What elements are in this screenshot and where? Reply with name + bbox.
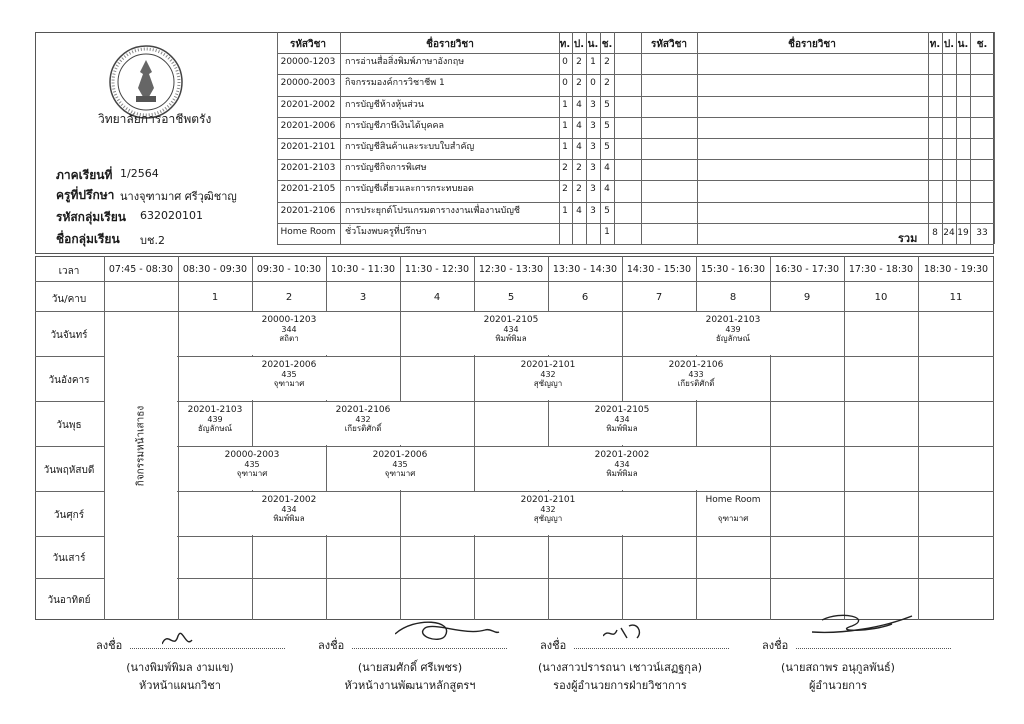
signature-label: ลงชื่อ — [96, 639, 123, 652]
schedule-block — [179, 312, 399, 355]
course-hours-t: 2 — [562, 184, 568, 194]
hours-p-header: ป. — [573, 39, 585, 50]
course-hours-t: 2 — [562, 163, 568, 173]
block-teacher: พิมพ์พิมล — [495, 334, 527, 343]
course-row-line — [277, 202, 994, 203]
day-label: วันพุธ — [56, 419, 82, 431]
total-n: 19 — [957, 228, 969, 238]
schedule-block — [179, 357, 399, 400]
schedule-col-line — [844, 256, 845, 620]
block-course-code: 20201-2101 — [520, 360, 576, 370]
block-teacher: พิมพ์พิมล — [273, 514, 305, 523]
day-label: วันอังคาร — [48, 374, 90, 386]
period-label: วัน/คาบ — [51, 294, 87, 305]
period-number: 2 — [285, 292, 293, 303]
course-code-header: รหัสวิชา — [289, 39, 327, 50]
course-col-line — [641, 32, 642, 244]
block-room: 432 — [540, 370, 556, 379]
time-slot: 07:45 - 08:30 — [108, 264, 174, 275]
course-name: กิจกรรมองค์การวิชาชีพ 1 — [345, 78, 445, 88]
course-col-line — [956, 32, 957, 244]
block-course-code: 20201-2103 — [187, 405, 243, 415]
course-code: 20201-2101 — [280, 142, 336, 152]
schedule-block-text — [179, 451, 325, 478]
block-course-code: 20201-2106 — [335, 405, 391, 415]
block-course-code: 20201-2101 — [520, 495, 576, 505]
schedule-col-line — [918, 256, 919, 620]
block-room: 435 — [392, 460, 408, 469]
course-hours-p: 4 — [576, 100, 582, 110]
course-code: 20201-2006 — [280, 121, 336, 131]
schedule-block-text — [179, 316, 399, 343]
course-hours-p: 4 — [576, 206, 582, 216]
course-row-line — [277, 244, 994, 245]
time-slot: 14:30 - 15:30 — [626, 264, 692, 275]
course-hours-t: 1 — [562, 100, 568, 110]
schedule-block — [549, 402, 695, 445]
course-name: การอ่านสื่อสิ่งพิมพ์ภาษาอังกฤษ — [345, 57, 465, 67]
schedule-block — [475, 447, 769, 490]
course-name: การประยุกต์โปรแกรมตารางงานเพื่องานบัญชี — [345, 206, 520, 216]
semester-value: 1/2564 — [120, 167, 159, 180]
course-hours-c: 1 — [604, 227, 610, 237]
group-name-label: ชื่อกลุ่มเรียน — [56, 232, 120, 246]
course-hours-p: 2 — [576, 78, 582, 88]
course-hours-t: 0 — [562, 57, 568, 67]
block-room: 439 — [725, 325, 741, 334]
course-code: 20201-2103 — [280, 163, 336, 173]
course-hours-c: 5 — [604, 121, 610, 131]
block-room: 435 — [244, 460, 260, 469]
period-number: 5 — [507, 292, 515, 303]
block-room: 432 — [540, 505, 556, 514]
block-course-code: 20201-2106 — [668, 360, 724, 370]
block-room: 434 — [614, 415, 630, 424]
course-hours-c: 5 — [604, 100, 610, 110]
signatory-name: (นางสาวปรารถนา เชาวน์เสฏฐกุล) — [538, 661, 702, 674]
course-hours-p: 2 — [576, 184, 582, 194]
course-name: การบัญชีห้างหุ้นส่วน — [345, 100, 424, 110]
block-course-code: 20000-1203 — [261, 315, 317, 325]
course-hours-n: 1 — [590, 57, 596, 67]
hours-c-header: ช. — [601, 39, 613, 50]
period-number: 9 — [803, 292, 811, 303]
block-teacher: เกียรติศักดิ์ — [677, 379, 715, 388]
course-hours-p: 2 — [576, 163, 582, 173]
schedule-col-line — [770, 256, 771, 620]
course-hours-n: 3 — [590, 142, 596, 152]
schedule-block — [623, 312, 843, 355]
schedule-block-text — [253, 406, 473, 433]
schedule-block-text — [179, 406, 251, 433]
homeroom-activity-text: กิจกรรมหน้าเสาธง — [135, 405, 147, 487]
schedule-block — [475, 357, 621, 400]
block-teacher: เกียรติศักดิ์ — [344, 424, 382, 433]
schedule-block-text — [697, 496, 769, 523]
day-label: วันอาทิตย์ — [47, 595, 91, 606]
block-teacher: พิมพ์พิมล — [606, 424, 638, 433]
schedule-block — [179, 402, 251, 445]
course-name: การบัญชีสินค้าและระบบใบสำคัญ — [345, 142, 475, 152]
period-number: 3 — [359, 292, 367, 303]
course-hours-n: 3 — [590, 163, 596, 173]
signatory-title: รองผู้อำนวยการฝ่ายวิชาการ — [553, 679, 687, 692]
block-teacher: ธัญลักษณ์ — [197, 424, 233, 433]
schedule-block-text — [401, 496, 695, 523]
hours-n-header-2: น. — [957, 39, 969, 50]
block-course-code: 20000-2003 — [224, 450, 280, 460]
signatory-name: (นายสถาพร อนุกูลพันธ์) — [781, 661, 895, 674]
course-code: Home Room — [280, 227, 336, 237]
block-course-code: 20201-2006 — [372, 450, 428, 460]
course-hours-p: 4 — [576, 121, 582, 131]
block-course-code: 20201-2105 — [594, 405, 650, 415]
group-code-value: 632020101 — [140, 209, 203, 222]
schedule-block — [623, 357, 769, 400]
course-hours-c: 5 — [604, 142, 610, 152]
course-col-line — [928, 32, 929, 244]
course-row-line — [277, 53, 994, 54]
block-course-code: 20201-2103 — [705, 315, 761, 325]
course-row-line — [277, 180, 994, 181]
course-hours-t: 1 — [562, 206, 568, 216]
total-p: 24 — [943, 228, 955, 238]
course-col-line — [559, 32, 560, 244]
schedule-block-text — [475, 451, 769, 478]
course-col-line — [600, 32, 601, 244]
time-slot: 08:30 - 09:30 — [182, 264, 248, 275]
course-name: ชั่วโมงพบครูที่ปรึกษา — [345, 227, 427, 237]
time-slot: 10:30 - 11:30 — [330, 264, 396, 275]
time-slot: 12:30 - 13:30 — [478, 264, 544, 275]
block-course-code: 20201-2002 — [261, 495, 317, 505]
hours-t-header: ท. — [559, 39, 571, 50]
block-room: 434 — [614, 460, 630, 469]
course-hours-c: 4 — [604, 163, 610, 173]
block-teacher: จุฑามาศ — [273, 379, 305, 388]
handwritten-signature — [603, 620, 653, 648]
course-hours-p: 2 — [576, 57, 582, 67]
schedule-block-text — [327, 451, 473, 478]
schedule-block-text — [623, 361, 769, 388]
course-row-line — [277, 96, 994, 97]
course-name: การบัญชีภาษีเงินได้บุคคล — [345, 121, 445, 131]
course-hours-c: 2 — [604, 78, 610, 88]
course-row-line — [277, 138, 994, 139]
course-col-line — [697, 32, 698, 244]
block-room — [697, 505, 769, 514]
course-hours-c: 5 — [604, 206, 610, 216]
course-row-line — [277, 74, 994, 75]
schedule-block — [327, 447, 473, 490]
day-label: วันเสาร์ — [52, 553, 86, 564]
course-col-line — [970, 32, 971, 244]
schedule-col-line — [696, 256, 697, 620]
period-number: 1 — [211, 292, 219, 303]
signatory-name: (นางพิมพ์พิมล งามแข) — [126, 661, 234, 674]
semester-label: ภาคเรียนที่ — [56, 168, 113, 182]
course-col-line — [572, 32, 573, 244]
block-course-code: 20201-2002 — [594, 450, 650, 460]
time-slot: 15:30 - 16:30 — [700, 264, 766, 275]
block-room: 433 — [688, 370, 704, 379]
course-hours-n: 3 — [590, 184, 596, 194]
schedule-block-text — [623, 316, 843, 343]
course-row-line — [277, 117, 994, 118]
day-label: วันศุกร์ — [53, 509, 85, 521]
total-c: 33 — [976, 228, 988, 238]
course-hours-p: 4 — [576, 142, 582, 152]
course-name: การบัญชีเดี่ยวและการกระทบยอด — [345, 184, 474, 194]
period-number: 10 — [874, 292, 888, 303]
block-course-code: 20201-2105 — [483, 315, 539, 325]
signature-dotted-line — [130, 648, 285, 649]
course-col-line — [942, 32, 943, 244]
schedule-col-line — [474, 256, 475, 620]
course-code: 20201-2002 — [280, 100, 336, 110]
period-number: 7 — [655, 292, 663, 303]
course-code: 20000-1203 — [280, 57, 336, 67]
course-col-line — [614, 32, 615, 244]
block-teacher: สุชัญญา — [533, 379, 563, 388]
course-name-header-2: ชื่อรายวิชา — [788, 39, 836, 50]
group-name-value: บช.2 — [140, 234, 165, 247]
course-name-header: ชื่อรายวิชา — [426, 39, 474, 50]
advisor-label: ครูที่ปรึกษา — [56, 188, 115, 202]
handwritten-signature — [162, 626, 202, 654]
course-col-line — [340, 32, 341, 244]
schedule-block-text — [401, 316, 621, 343]
group-code-label: รหัสกลุ่มเรียน — [56, 210, 126, 224]
block-course-code: Home Room — [705, 495, 761, 505]
course-name: การบัญชีกิจการพิเศษ — [345, 163, 427, 173]
block-teacher: พิมพ์พิมล — [606, 469, 638, 478]
period-number: 6 — [581, 292, 589, 303]
time-slot: 13:30 - 14:30 — [552, 264, 618, 275]
block-room: 439 — [207, 415, 223, 424]
course-code: 20000-2003 — [280, 78, 336, 88]
block-teacher: จุฑามาศ — [717, 514, 749, 523]
course-hours-n: 3 — [590, 121, 596, 131]
time-slot: 18:30 - 19:30 — [923, 264, 989, 275]
schedule-block-text — [549, 406, 695, 433]
course-hours-n: 3 — [590, 206, 596, 216]
handwritten-signature — [812, 610, 922, 642]
time-label: เวลา — [58, 266, 80, 277]
signature-label: ลงชื่อ — [318, 639, 345, 652]
time-slot: 17:30 - 18:30 — [848, 264, 914, 275]
course-code: 20201-2105 — [280, 184, 336, 194]
course-col-line — [277, 32, 278, 244]
signature-dotted-line — [796, 648, 951, 649]
college-name: วิทยาลัยการอาชีพตรัง — [98, 112, 212, 126]
hours-p-header-2: ป. — [943, 39, 955, 50]
hours-t-header-2: ท. — [929, 39, 941, 50]
block-teacher: จุฑามาศ — [384, 469, 416, 478]
period-number: 8 — [729, 292, 737, 303]
schedule-block — [179, 447, 325, 490]
schedule-block-text — [475, 361, 621, 388]
schedule-block-text — [179, 361, 399, 388]
hours-c-header-2: ช. — [976, 39, 988, 50]
signatory-title: หัวหน้างานพัฒนาหลักสูตรฯ — [344, 679, 476, 692]
day-label: วันจันทร์ — [50, 329, 88, 341]
hours-n-header: น. — [587, 39, 599, 50]
schedule-block — [401, 492, 695, 535]
course-hours-c: 2 — [604, 57, 610, 67]
course-code-header-2: รหัสวิชา — [650, 39, 688, 50]
course-code: 20201-2106 — [280, 206, 336, 216]
block-room: 435 — [281, 370, 297, 379]
schedule-block — [179, 492, 399, 535]
block-teacher: สถิตา — [279, 334, 299, 343]
period-number: 4 — [433, 292, 441, 303]
day-label: วันพฤหัสบดี — [43, 464, 95, 476]
course-hours-t: 1 — [562, 121, 568, 131]
course-hours-t: 1 — [562, 142, 568, 152]
block-room: 344 — [281, 325, 297, 334]
college-seal-icon — [108, 44, 184, 120]
schedule-block — [697, 492, 769, 535]
course-col-line — [586, 32, 587, 244]
block-teacher: ธัญลักษณ์ — [715, 334, 751, 343]
block-teacher: จุฑามาศ — [236, 469, 268, 478]
schedule-block — [253, 402, 473, 445]
period-number: 11 — [949, 292, 963, 303]
block-room: 434 — [281, 505, 297, 514]
course-hours-t: 0 — [562, 78, 568, 88]
block-room: 434 — [503, 325, 519, 334]
signatory-title: ผู้อำนวยการ — [808, 679, 868, 692]
signature-dotted-line — [574, 648, 729, 649]
handwritten-signature — [395, 618, 505, 652]
block-room: 432 — [355, 415, 371, 424]
signatory-title: หัวหน้าแผนกวิชา — [139, 679, 221, 692]
advisor-value: นางจุฑามาศ ศรีวุฒิชาญ — [120, 190, 237, 203]
schedule-block-text — [179, 496, 399, 523]
signatory-name: (นายสมศักดิ์ ศรีเพชร) — [357, 661, 463, 674]
course-hours-n: 0 — [590, 78, 596, 88]
course-hours-c: 4 — [604, 184, 610, 194]
total-label: รวม — [898, 232, 918, 245]
course-row-line — [277, 159, 994, 160]
course-row-line — [277, 223, 994, 224]
time-slot: 16:30 - 17:30 — [774, 264, 840, 275]
time-slot: 11:30 - 12:30 — [404, 264, 470, 275]
course-hours-n: 3 — [590, 100, 596, 110]
block-course-code: 20201-2006 — [261, 360, 317, 370]
block-teacher: สุชัญญา — [533, 514, 563, 523]
signature-label: ลงชื่อ — [540, 639, 567, 652]
signature-label: ลงชื่อ — [762, 639, 789, 652]
schedule-block — [401, 312, 621, 355]
total-t: 8 — [932, 228, 938, 238]
course-col-line — [994, 32, 995, 244]
time-slot: 09:30 - 10:30 — [256, 264, 322, 275]
